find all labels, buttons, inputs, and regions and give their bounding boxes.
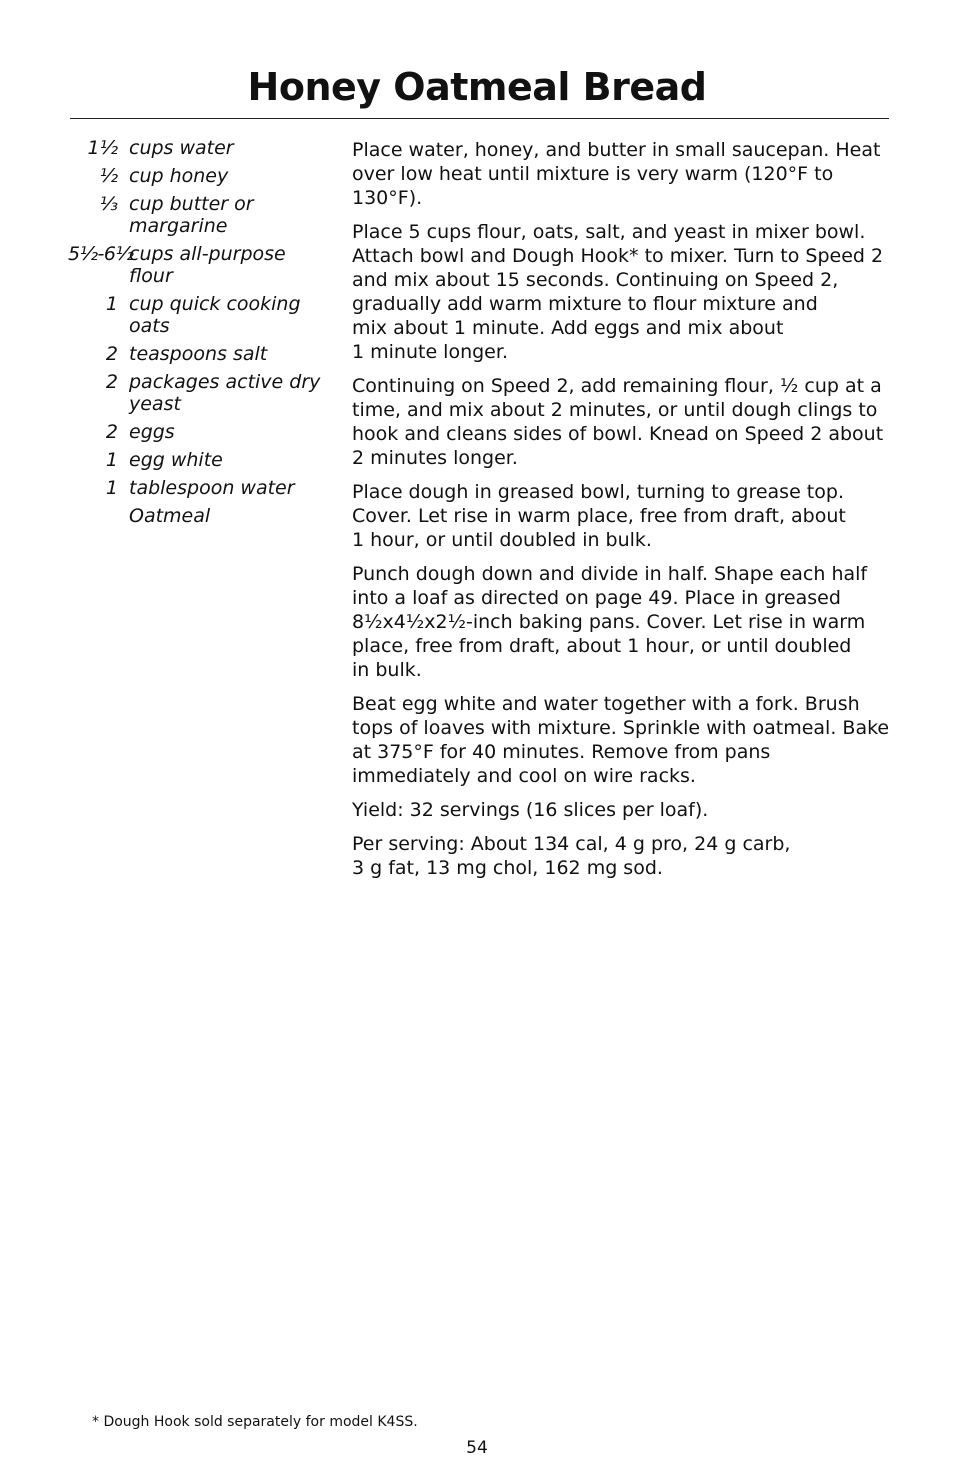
ingredient-item (68, 477, 328, 499)
ingredient-name: cup quick cooking oats (129, 293, 301, 337)
direction-step: Beat egg white and water together with a fork. Brush tops of loaves with mixture. Sprinkle with oatmeal. Bake at 375°F for 40 minutes. Remove from pans immediately and cool on wire racks. (352, 693, 890, 787)
ingredient-quantity: 1 (105, 477, 118, 499)
direction-step: Place water, honey, and butter in small saucepan. Heat over low heat until mixture is very warm (120°F to 130°F). (352, 139, 881, 209)
ingredient-quantity: 1 (105, 293, 118, 315)
ingredient-quantity: 1 (105, 449, 118, 471)
direction-step: Place 5 cups flour, oats, salt, and yeast in mixer bowl. Attach bowl and Dough Hook* to mixer. Turn to Speed 2 and mix about 15 seconds. Continuing on Speed 2, gradually add warm mixture to flour mixture and mix about 1 minute. Add eggs and mix about 1 minute longer. (352, 221, 884, 363)
direction-step: Place dough in greased bowl, turning to grease top. Cover. Let rise in warm place, free from draft, about 1 hour, or until doubled in bulk. (352, 481, 846, 551)
ingredient-item (68, 421, 328, 443)
ingredient-name: Oatmeal (129, 505, 211, 527)
ingredient-name: egg white (129, 449, 223, 471)
ingredient-quantity: 5½-6½ (68, 243, 134, 265)
ingredient-name: cups water (129, 137, 234, 159)
ingredient-item (68, 137, 328, 159)
ingredient-item (68, 371, 328, 415)
ingredient-item (68, 165, 328, 187)
direction-step: Punch dough down and divide in half. Shape each half into a loaf as directed on page 49. Place in greased 8½x4½x2½-inch baking pans. Cover. Let rise in warm place, free from draft, about 1 hour, or until doubled in bulk. (352, 563, 868, 681)
ingredient-quantity: ⅓ (99, 193, 118, 215)
title-divider (70, 118, 889, 119)
ingredient-quantity: ½ (99, 165, 118, 187)
ingredient-item (68, 505, 328, 527)
ingredient-quantity: 2 (105, 371, 118, 393)
ingredient-item (68, 449, 328, 471)
ingredient-name: cups all-purpose flour (129, 243, 286, 287)
ingredient-quantity: 2 (105, 343, 118, 365)
ingredient-name: eggs (129, 421, 175, 443)
ingredient-quantity: 1½ (87, 137, 118, 159)
ingredient-name: packages active dry yeast (129, 371, 321, 415)
yield-text: Yield: 32 servings (16 slices per loaf). (352, 799, 709, 821)
ingredient-item (68, 243, 328, 287)
ingredient-quantity: 2 (105, 421, 118, 443)
page-number: 54 (466, 1438, 488, 1458)
directions (352, 138, 892, 890)
footnote: * Dough Hook sold separately for model K4SS. (92, 1414, 418, 1430)
ingredient-name: cup butter or margarine (129, 193, 254, 237)
direction-step: Continuing on Speed 2, add remaining flour, ½ cup at a time, and mix about 2 minutes, or until dough clings to hook and cleans sides of bowl. Knead on Speed 2 about 2 minutes longer. (352, 375, 884, 469)
ingredient-item (68, 343, 328, 365)
ingredient-item (68, 293, 328, 337)
ingredient-list (68, 137, 328, 533)
ingredient-name: teaspoons salt (129, 343, 268, 365)
page-title: Honey Oatmeal Bread (247, 65, 707, 109)
ingredient-item (68, 193, 328, 237)
ingredient-name: tablespoon water (129, 477, 295, 499)
nutrition-text: Per serving: About 134 cal, 4 g pro, 24 g carb, 3 g fat, 13 mg chol, 162 mg sod. (352, 833, 791, 879)
ingredient-name: cup honey (129, 165, 229, 187)
